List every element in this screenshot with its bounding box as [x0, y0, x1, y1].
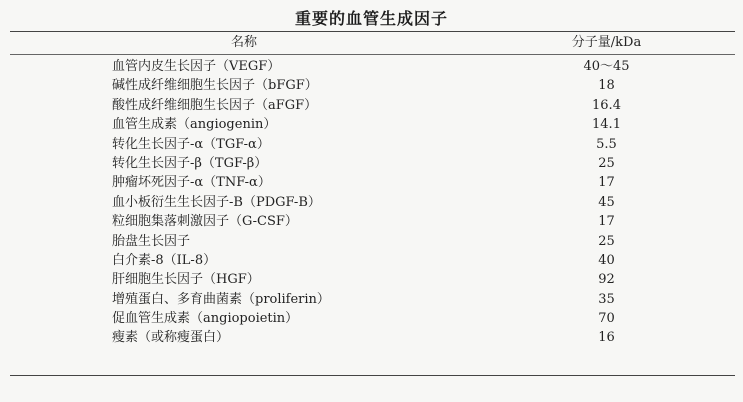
molecular-weight: 25 — [598, 155, 615, 171]
factor-name: 胎盘生长因子 — [112, 233, 191, 249]
molecular-weight: 35 — [598, 291, 615, 307]
table-row — [10, 251, 735, 270]
factor-name: 肿瘤坏死因子-α（TNF-α） — [112, 175, 271, 191]
factor-name: 血小板衍生生长因子-B（PDGF-B） — [112, 194, 321, 210]
molecular-weight: 18 — [598, 78, 615, 94]
table-title: 重要的血管生成因子 — [294, 9, 448, 28]
table-row — [10, 154, 735, 173]
header-molecular-weight: 分子量/kDa — [571, 35, 642, 50]
factor-name: 转化生长因子-β（TGF-β） — [112, 155, 268, 171]
molecular-weight: 17 — [598, 175, 615, 191]
molecular-weight: 45 — [598, 194, 615, 210]
molecular-weight: 16 — [598, 330, 615, 346]
header-rule — [10, 54, 735, 55]
molecular-weight: 5.5 — [596, 136, 617, 152]
table-row — [10, 309, 735, 328]
factor-name: 肝细胞生长因子（HGF） — [112, 272, 260, 288]
molecular-weight: 70 — [598, 311, 615, 327]
table-row — [10, 135, 735, 154]
table-row — [10, 270, 735, 289]
table-row — [10, 173, 735, 192]
molecular-weight: 40 — [598, 252, 615, 268]
factor-name: 瘦素（或称瘦蛋白） — [112, 330, 230, 346]
table-row — [10, 212, 735, 231]
factor-name: 增殖蛋白、多育曲菌素（proliferin） — [112, 291, 330, 307]
molecular-weight: 92 — [598, 272, 615, 288]
molecular-weight: 40～45 — [583, 59, 630, 74]
bottom-rule — [10, 375, 735, 376]
molecular-weight: 17 — [598, 214, 615, 230]
factor-name: 转化生长因子-α（TGF-α） — [112, 136, 270, 152]
factor-name: 白介素-8（IL-8） — [112, 252, 217, 268]
header-name: 名称 — [230, 35, 257, 50]
factor-name: 粒细胞集落刺激因子（G-CSF） — [112, 214, 298, 230]
table-row — [10, 290, 735, 309]
table-row — [10, 96, 735, 115]
molecular-weight: 16.4 — [592, 97, 621, 113]
table-row — [10, 193, 735, 212]
table-row — [10, 76, 735, 95]
table-row — [10, 115, 735, 134]
factor-name: 酸性成纤维细胞生长因子（aFGF） — [112, 97, 318, 113]
table-row — [10, 232, 735, 251]
table-row — [10, 57, 735, 76]
factor-name: 血管内皮生长因子（VEGF） — [112, 59, 281, 74]
factor-name: 碱性成纤维细胞生长因子（bFGF） — [112, 78, 318, 94]
top-rule — [10, 31, 735, 32]
table-row — [10, 328, 735, 347]
table-body — [10, 57, 735, 348]
molecular-weight: 25 — [598, 233, 615, 249]
molecular-weight: 14.1 — [592, 117, 621, 133]
factor-name: 促血管生成素（angiopoietin） — [112, 311, 299, 327]
factor-name: 血管生成素（angiogenin） — [112, 117, 277, 133]
